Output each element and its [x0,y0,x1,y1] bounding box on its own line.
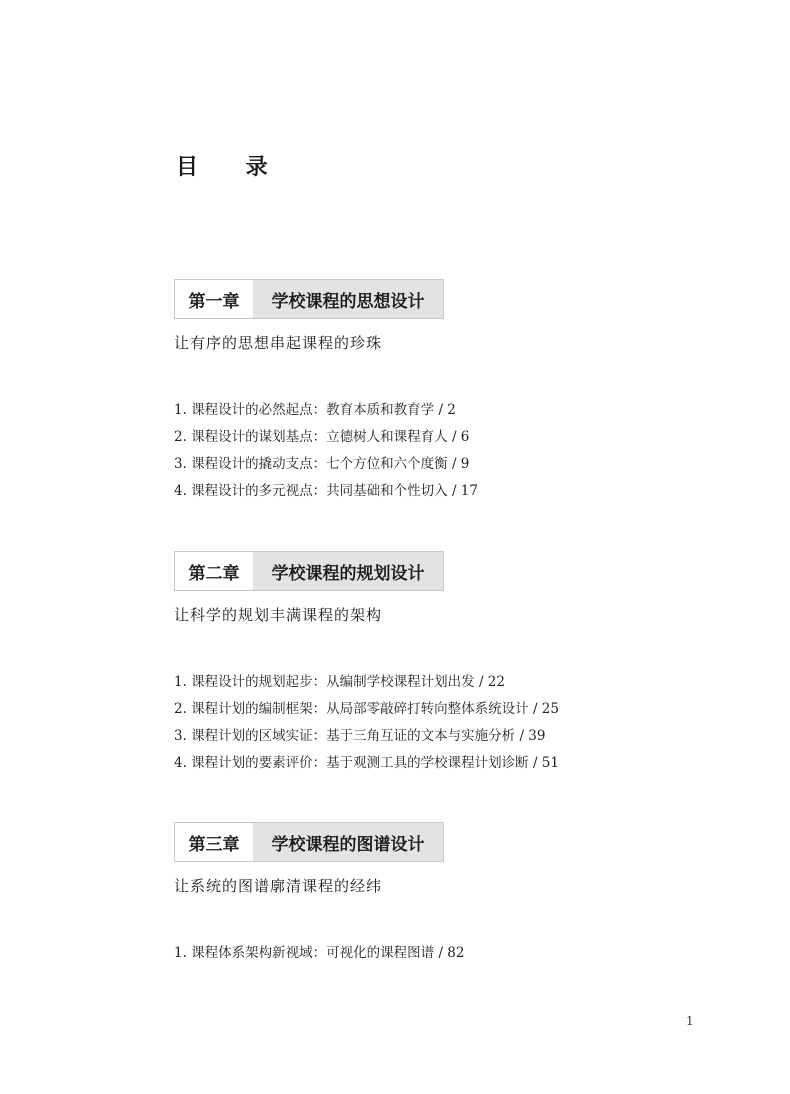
chapter-number: 第二章 [175,552,253,590]
chapter-title: 学校课程的思想设计 [253,280,443,318]
chapter-number: 第一章 [175,280,253,318]
chapter-heading-box [174,822,444,862]
toc-entry[interactable]: 1. 课程体系架构新视域：可视化的课程图谱 / 82 [174,945,465,961]
chapter-title: 学校课程的规划设计 [253,552,443,590]
chapter-heading-box [174,551,444,591]
toc-entry[interactable]: 2. 课程设计的谋划基点：立德树人和课程育人 / 6 [174,429,470,445]
chapter-title: 学校课程的图谱设计 [253,823,443,861]
toc-entry-list [174,669,714,777]
chapter-1 [174,279,714,505]
toc-entry[interactable]: 4. 课程设计的多元视点：共同基础和个性切入 / 17 [174,483,478,499]
toc-entry[interactable]: 3. 课程设计的撬动支点：七个方位和六个度衡 / 9 [174,456,470,472]
page-number: 1 [686,1014,694,1028]
chapter-subtitle: 让有序的思想串起课程的珍珠 [174,334,383,352]
chapter-subtitle: 让科学的规划丰满课程的架构 [174,606,383,624]
toc-entry[interactable]: 1. 课程设计的必然起点：教育本质和教育学 / 2 [174,402,456,418]
toc-entry-list [174,940,714,967]
chapter-2 [174,551,714,777]
toc-entry[interactable]: 3. 课程计划的区域实证：基于三角互证的文本与实施分析 / 39 [174,728,546,744]
toc-entry[interactable]: 4. 课程计划的要素评价：基于观测工具的学校课程计划诊断 / 51 [174,755,559,771]
chapter-3 [174,822,714,967]
toc-entry[interactable]: 1. 课程设计的规划起步：从编制学校课程计划出发 / 22 [174,674,505,690]
page-title: 目 录 [176,154,288,180]
toc-entry-list [174,397,714,505]
toc-entry[interactable]: 2. 课程计划的编制框架：从局部零敲碎打转向整体系统设计 / 25 [174,701,559,717]
chapter-number: 第三章 [175,823,253,861]
chapter-heading-box [174,279,444,319]
chapter-subtitle: 让系统的图谱廓清课程的经纬 [174,877,383,895]
